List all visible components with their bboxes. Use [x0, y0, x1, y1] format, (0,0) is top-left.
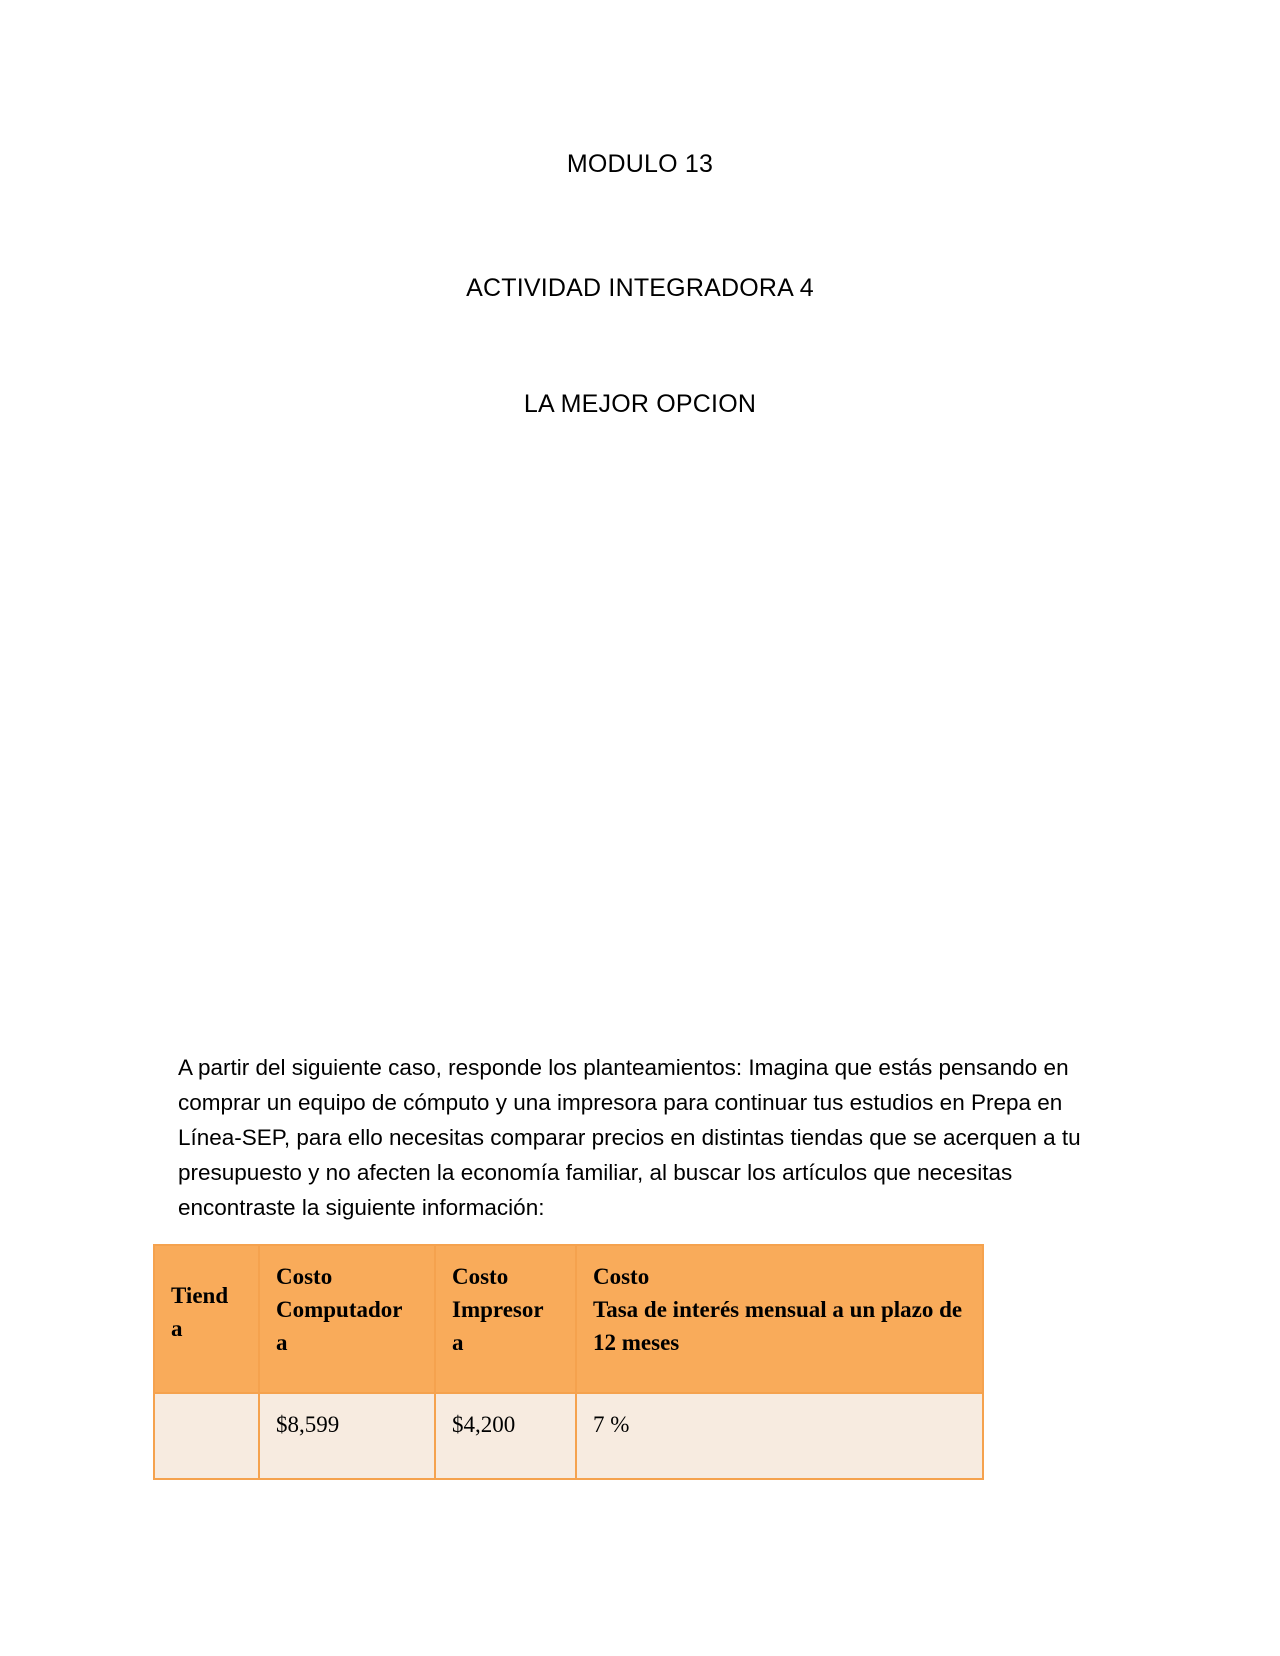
header-impresora-line2: Impresor [452, 1297, 544, 1322]
header-tasa-line2: Tasa de interés mensual a un plazo de 12 meses [593, 1297, 963, 1355]
cell-impresora: $4,200 [435, 1393, 576, 1479]
header-computadora-line2: Computador [276, 1297, 403, 1322]
header-impresora-line3: a [452, 1330, 464, 1355]
topic-title: LA MEJOR OPCION [523, 390, 757, 418]
header-impresora-line1: Costo [452, 1264, 509, 1289]
module-title: MODULO 13 [566, 150, 714, 178]
header-computadora-line3: a [276, 1330, 288, 1355]
header-computadora [259, 1245, 435, 1393]
cell-tienda [154, 1393, 259, 1479]
header-tasa-line1: Costo [593, 1264, 650, 1289]
header-tasa [576, 1245, 983, 1393]
header-tienda-line2: a [171, 1316, 183, 1341]
intro-paragraph: A partir del siguiente caso, responde los planteamientos: Imagina que estás pensando en comprar un equipo de cómputo y una impresora para continuar tus estudios en Prepa en Línea-SEP, para ello necesitas comparar precios en distintas tiendas que se acerquen a tu presupuesto y no afecten la economía familiar, al buscar los artículos que necesitas encontraste la siguiente información: [178, 1055, 1081, 1220]
header-impresora [435, 1245, 576, 1393]
table-header-row [154, 1245, 983, 1393]
cell-tasa: 7 % [576, 1393, 983, 1479]
table-row [154, 1393, 983, 1479]
header-tienda-line1: Tiend [171, 1283, 229, 1308]
activity-title: ACTIVIDAD INTEGRADORA 4 [466, 274, 814, 302]
cell-computadora: $8,599 [259, 1393, 435, 1479]
price-comparison-table [153, 1244, 984, 1480]
header-tienda [154, 1245, 259, 1393]
header-computadora-line1: Costo [276, 1264, 333, 1289]
